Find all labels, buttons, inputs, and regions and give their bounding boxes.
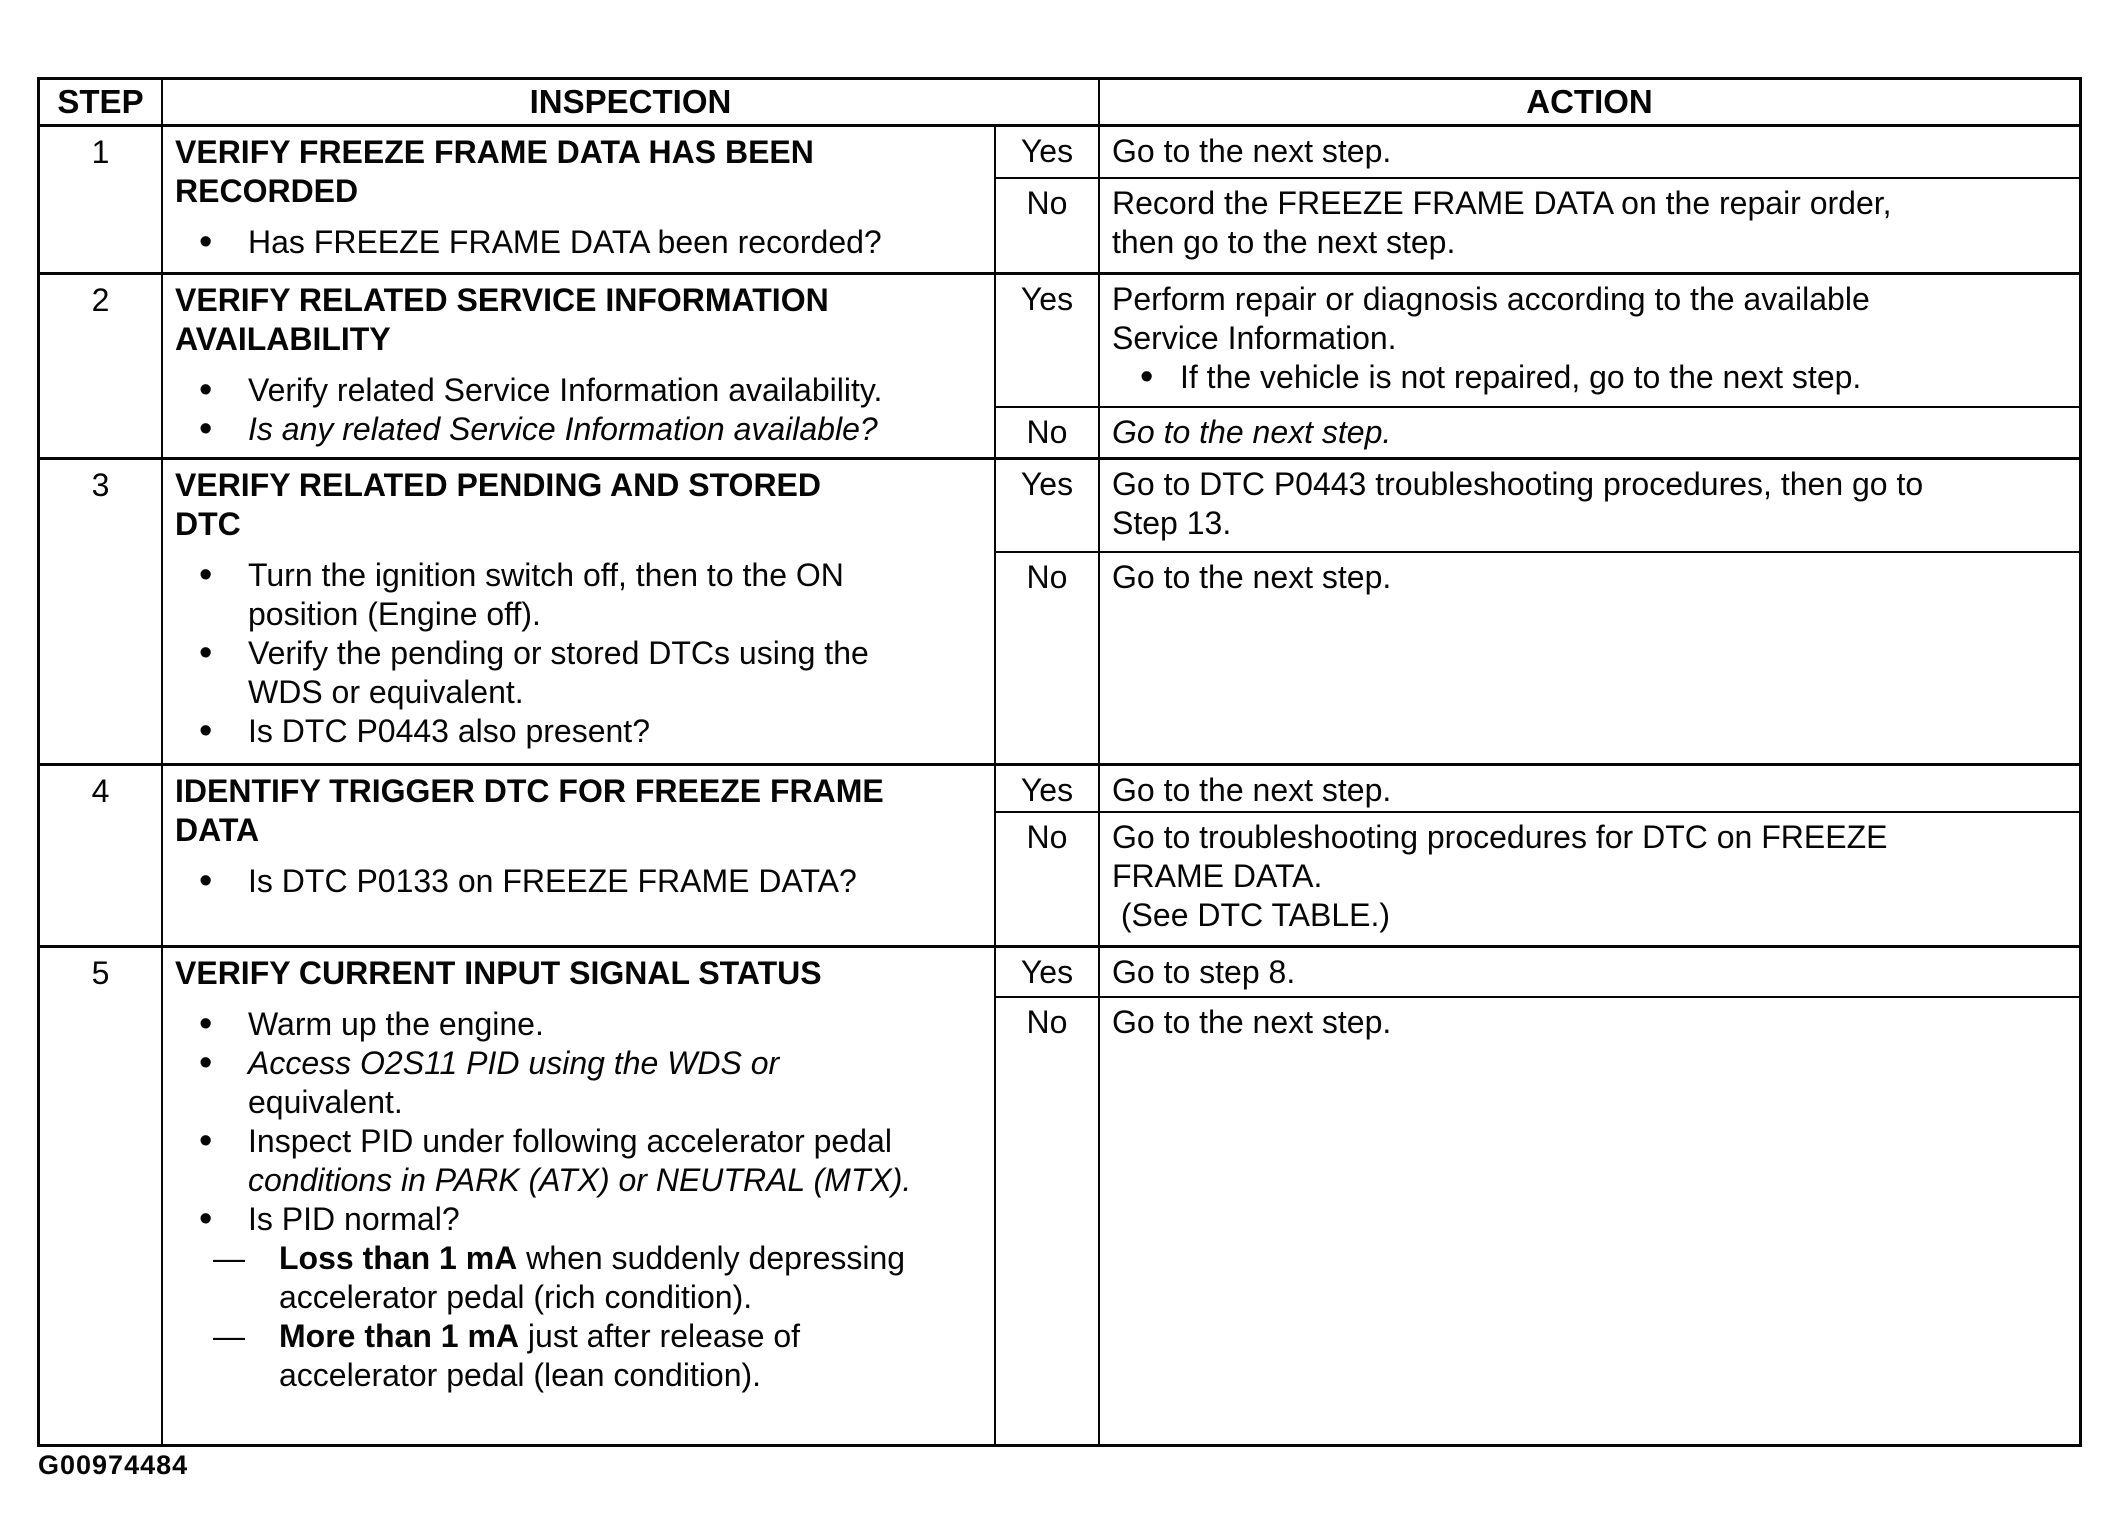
action-cell xyxy=(1100,998,2079,1444)
item-text xyxy=(248,862,988,901)
bullet-item xyxy=(175,556,988,634)
item-text xyxy=(1112,413,2071,452)
text-line: Is PID normal? xyxy=(248,1201,460,1237)
text-line: equivalent. xyxy=(248,1084,403,1120)
text-item xyxy=(1112,280,2071,358)
bullet-marker: • xyxy=(199,1042,213,1084)
inspection-cell xyxy=(163,948,996,1444)
text-line: Is DTC P0443 also present? xyxy=(248,713,650,749)
inspection-title xyxy=(175,466,988,544)
item-text xyxy=(248,556,988,634)
text-line: Go to step 8. xyxy=(1112,954,1296,990)
header-inspection: INSPECTION xyxy=(163,80,1100,127)
text-line: Go to DTC P0443 troubleshooting procedures, then go to xyxy=(1112,466,1924,502)
action-cell xyxy=(1100,179,2079,275)
text-line: Record the FREEZE FRAME DATA on the repair order, xyxy=(1112,185,1892,221)
bullet-marker: • xyxy=(199,554,213,596)
item-text xyxy=(1112,558,2071,597)
text-item xyxy=(1112,132,2071,171)
text-item xyxy=(1112,413,2071,452)
bullet-item xyxy=(175,410,988,449)
text-item xyxy=(1112,1003,2071,1042)
text-line: VERIFY CURRENT INPUT SIGNAL STATUS xyxy=(175,955,822,991)
dash-marker: — xyxy=(213,1240,245,1276)
text-line: position (Engine off). xyxy=(248,596,541,632)
inspection-cell xyxy=(163,275,996,460)
item-text xyxy=(248,712,988,751)
text-line: Go to the next step. xyxy=(1112,1004,1392,1040)
text-line: Go to the next step. xyxy=(1112,414,1392,450)
text-line: DTC xyxy=(175,506,241,542)
text-item xyxy=(1112,558,2071,597)
item-text xyxy=(279,1239,988,1317)
text-line: Loss than 1 mA when suddenly depressing xyxy=(279,1240,906,1276)
answer-cell: Yes xyxy=(996,460,1100,553)
dash-item xyxy=(175,1317,988,1395)
text-line: More than 1 mA just after release of xyxy=(279,1318,801,1354)
action-cell xyxy=(1100,813,2079,948)
item-text xyxy=(1112,1003,2071,1042)
item-text xyxy=(1180,358,2071,397)
dash-item xyxy=(175,1239,988,1317)
item-text xyxy=(1112,771,2071,810)
text-item xyxy=(1112,771,2071,810)
answer-cell: Yes xyxy=(996,127,1100,179)
item-text xyxy=(279,1317,988,1395)
bullet-item xyxy=(175,1122,988,1200)
answer-cell: Yes xyxy=(996,948,1100,998)
answer-cell: No xyxy=(996,553,1100,766)
item-text xyxy=(1112,184,2071,262)
bullet-item xyxy=(175,1200,988,1239)
text-item xyxy=(1112,184,2071,262)
inspection-cell xyxy=(163,766,996,948)
item-text xyxy=(248,1044,988,1122)
bullet-item xyxy=(175,223,988,262)
header-step: STEP xyxy=(40,80,163,127)
item-text xyxy=(248,410,988,449)
text-line: Inspect PID under following accelerator pedal xyxy=(248,1123,892,1159)
inspection-cell xyxy=(163,127,996,275)
text-line: Turn the ignition switch off, then to the ON xyxy=(248,557,844,593)
item-text xyxy=(248,223,988,262)
text-line: Go to troubleshooting procedures for DTC on FREEZE xyxy=(1112,819,1888,855)
answer-cell: Yes xyxy=(996,275,1100,408)
step-number-cell: 1 xyxy=(40,127,163,275)
inspection-cell xyxy=(163,460,996,766)
bullet-marker: • xyxy=(199,860,213,902)
text-line: conditions in PARK (ATX) or NEUTRAL (MTX). xyxy=(248,1162,912,1198)
bullet-marker: • xyxy=(199,1198,213,1240)
bullet-marker: • xyxy=(199,369,213,411)
answer-cell: No xyxy=(996,813,1100,948)
step-number-cell: 4 xyxy=(40,766,163,948)
text-line: Go to the next step. xyxy=(1112,559,1392,595)
answer-cell: Yes xyxy=(996,766,1100,813)
text-line: VERIFY RELATED SERVICE INFORMATION xyxy=(175,282,829,318)
action-cell xyxy=(1100,460,2079,553)
text-item xyxy=(1112,465,2071,543)
text-line: Warm up the engine. xyxy=(248,1006,544,1042)
text-line: (See DTC TABLE.) xyxy=(1112,897,1390,933)
bullet-item xyxy=(175,371,988,410)
text-line: Step 13. xyxy=(1112,505,1232,541)
bullet-marker: • xyxy=(1140,356,1154,398)
text-item xyxy=(1112,818,2071,935)
action-cell xyxy=(1100,948,2079,998)
text-item xyxy=(1112,953,2071,992)
text-line: WDS or equivalent. xyxy=(248,674,524,710)
answer-cell: No xyxy=(996,179,1100,275)
text-line: Access O2S11 PID using the WDS or xyxy=(248,1045,780,1081)
item-text xyxy=(1112,280,2071,358)
text-line: FRAME DATA. xyxy=(1112,858,1323,894)
text-line: If the vehicle is not repaired, go to the next step. xyxy=(1180,359,1862,395)
bullet-item xyxy=(175,634,988,712)
inspection-title xyxy=(175,281,988,359)
text-line: VERIFY FREEZE FRAME DATA HAS BEEN xyxy=(175,134,814,170)
answer-cell: No xyxy=(996,998,1100,1444)
item-text xyxy=(248,1122,988,1200)
text-line: Has FREEZE FRAME DATA been recorded? xyxy=(248,224,882,260)
text-line: AVAILABILITY xyxy=(175,321,391,357)
text-line: Service Information. xyxy=(1112,320,1397,356)
text-line: accelerator pedal (lean condition). xyxy=(279,1357,762,1393)
text-line: Is any related Service Information available? xyxy=(248,411,878,447)
item-text xyxy=(248,1200,988,1239)
text-line: Verify the pending or stored DTCs using the xyxy=(248,635,869,671)
step-number-cell: 3 xyxy=(40,460,163,766)
action-cell xyxy=(1100,275,2079,408)
text-line: Go to the next step. xyxy=(1112,133,1392,169)
action-cell xyxy=(1100,766,2079,813)
inspection-title xyxy=(175,133,988,211)
bullet-item xyxy=(175,1005,988,1044)
bullet-marker: • xyxy=(199,632,213,674)
item-text xyxy=(1112,132,2071,171)
bullet-item xyxy=(175,1044,988,1122)
action-cell xyxy=(1100,408,2079,460)
answer-cell: No xyxy=(996,408,1100,460)
item-text xyxy=(1112,465,2071,543)
bullet-marker: • xyxy=(199,1120,213,1162)
bullet-item xyxy=(1112,358,2071,397)
item-text xyxy=(248,1005,988,1044)
text-line: IDENTIFY TRIGGER DTC FOR FREEZE FRAME xyxy=(175,773,884,809)
inspection-title xyxy=(175,772,988,850)
step-number-cell: 2 xyxy=(40,275,163,460)
bullet-item xyxy=(175,712,988,751)
text-line: Go to the next step. xyxy=(1112,772,1392,808)
bullet-marker: • xyxy=(199,710,213,752)
item-text xyxy=(248,634,988,712)
bullet-marker: • xyxy=(199,221,213,263)
item-text xyxy=(1112,818,2071,935)
text-line: accelerator pedal (rich condition). xyxy=(279,1279,753,1315)
bullet-marker: • xyxy=(199,408,213,450)
bullet-marker: • xyxy=(199,1003,213,1045)
item-text xyxy=(1112,953,2071,992)
item-text xyxy=(248,371,988,410)
action-cell xyxy=(1100,127,2079,179)
figure-id: G00974484 xyxy=(38,1450,189,1480)
step-number-cell: 5 xyxy=(40,948,163,1444)
header-action: ACTION xyxy=(1100,80,2079,127)
text-line: Is DTC P0133 on FREEZE FRAME DATA? xyxy=(248,863,857,899)
text-line: Perform repair or diagnosis according to the available xyxy=(1112,281,1870,317)
inspection-title xyxy=(175,954,988,993)
action-cell xyxy=(1100,553,2079,766)
text-line: Verify related Service Information availability. xyxy=(248,372,883,408)
dash-marker: — xyxy=(213,1318,245,1354)
text-line: DATA xyxy=(175,812,260,848)
text-line: VERIFY RELATED PENDING AND STORED xyxy=(175,467,821,503)
diagnostic-table xyxy=(37,77,2082,1447)
bullet-item xyxy=(175,862,988,901)
text-line: RECORDED xyxy=(175,173,359,209)
text-line: then go to the next step. xyxy=(1112,224,1456,260)
